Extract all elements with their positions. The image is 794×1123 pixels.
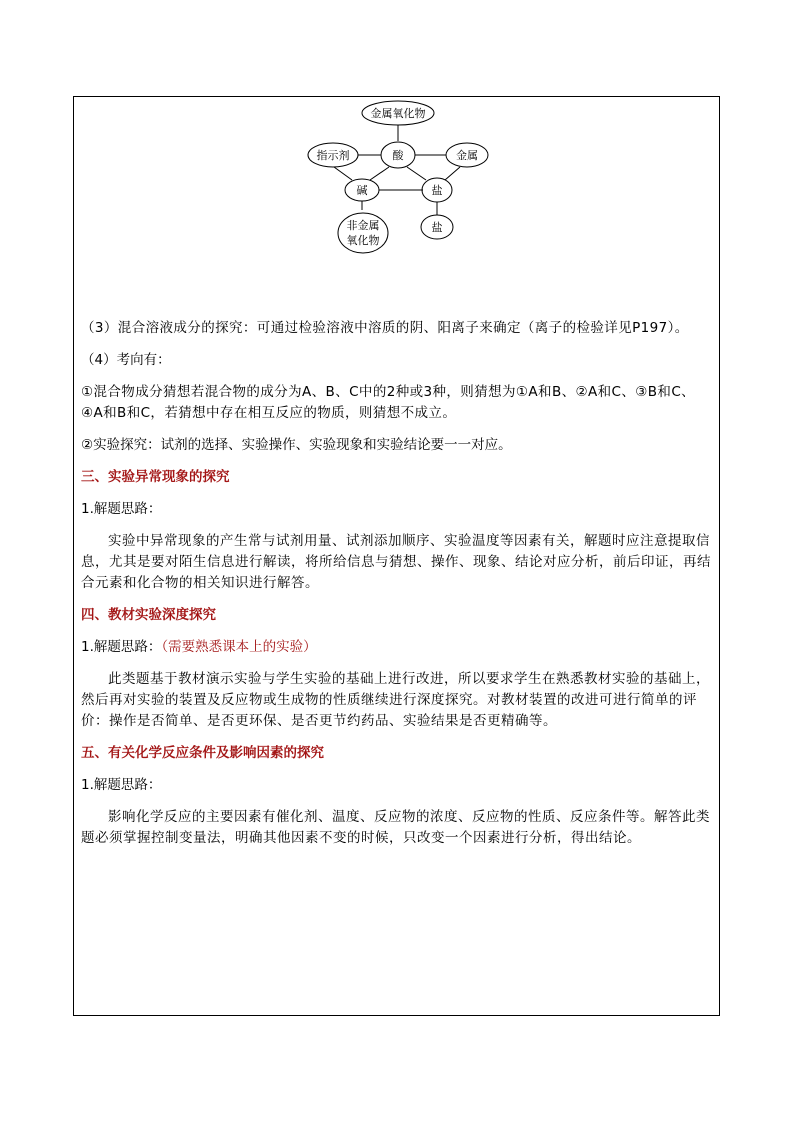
- section-heading-3: 三、实验异常现象的探究: [81, 469, 230, 485]
- link-indicator-base: [334, 167, 352, 180]
- link-acid-salt: [407, 167, 426, 180]
- section-4-label-line: [81, 637, 717, 658]
- label-salt-bottom: 盐: [431, 221, 443, 234]
- label-salt-mid: 盐: [431, 184, 443, 197]
- section-heading-4: 四、教材实验深度探究: [81, 607, 216, 623]
- substance-relation-diagram: [74, 97, 721, 297]
- label-acid: 酸: [392, 149, 404, 162]
- paragraph-directions: （4）考向有：: [81, 352, 171, 368]
- section-4-body: 此类题基于教材演示实验与学生实验的基础上进行改进，所以要求学生在熟悉教材实验的基础上，然后再对实验的装置及反应物或生成物的性质继续进行深度探究。对教材装置的改进可进行简单的评价：操作是否简单、是否更环保、是否更节约药品、实验结果是否更精确等。: [81, 671, 710, 729]
- label-indicator: 指示剂: [316, 149, 350, 162]
- paragraph-mixed-solution: （3）混合溶液成分的探究：可通过检验溶液中溶质的阴、阳离子来确定（离子的检验详见P197）。: [81, 320, 689, 336]
- content-table-cell: [73, 96, 720, 1016]
- label-nonmetal-oxide-line2: 氧化物: [346, 234, 380, 247]
- label-base: 碱: [356, 184, 368, 197]
- label-nonmetal-oxide-line1: 非金属: [346, 219, 380, 232]
- link-metal-salt: [445, 167, 460, 180]
- section-4-note: （需要熟悉课本上的实验）: [161, 639, 317, 655]
- section-3-label: 1.解题思路：: [81, 501, 162, 517]
- label-metal-oxide: 金属氧化物: [370, 107, 426, 120]
- label-metal: 金属: [456, 149, 478, 162]
- section-heading-5: 五、有关化学反应条件及影响因素的探究: [81, 745, 324, 761]
- section-5-label: 1.解题思路：: [81, 777, 162, 793]
- section-4-label: 1.解题思路：: [81, 639, 162, 655]
- section-5-body: 影响化学反应的主要因素有催化剂、温度、反应物的浓度、反应物的性质、反应条件等。解答此类题必须掌握控制变量法，明确其他因素不变的时候，只改变一个因素进行分析，得出结论。: [81, 809, 710, 846]
- section-3-body: 实验中异常现象的产生常与试剂用量、试剂添加顺序、实验温度等因素有关，解题时应注意提取信息，尤其是要对陌生信息进行解读，将所给信息与猜想、操作、现象、结论对应分析，前后印证，再结合元素和化合物的相关知识进行解答。: [81, 533, 711, 591]
- paragraph-guess: ①混合物成分猜想若混合物的成分为A、B、C中的2种或3种，则猜想为①A和B、②A和C、③B和C、④A和B和C，若猜想中存在相互反应的物质，则猜想不成立。: [81, 384, 696, 421]
- paragraph-experiment: ②实验探究：试剂的选择、实验操作、实验现象和实验结论要一一对应。: [81, 437, 512, 453]
- link-acid-base: [370, 167, 389, 180]
- content-body: [81, 315, 717, 849]
